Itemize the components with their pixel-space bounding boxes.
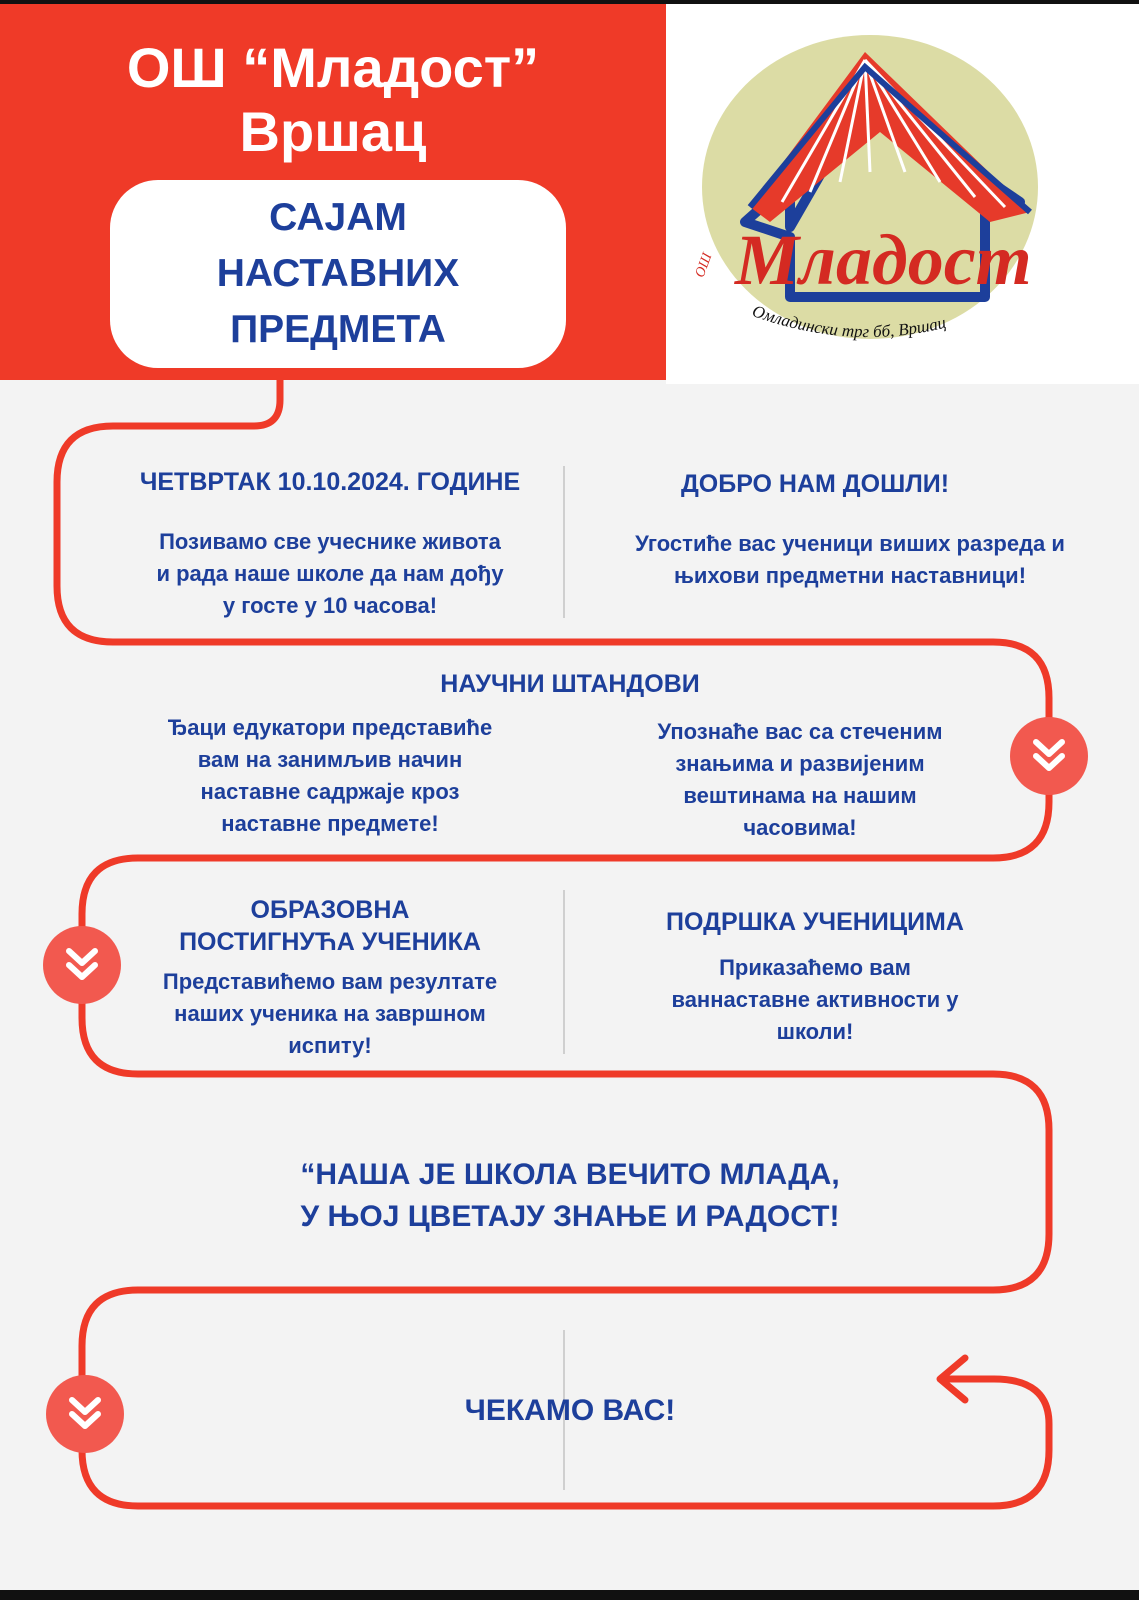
logo-prefix: ОШ — [692, 251, 716, 280]
achievements-text: Представићемо вам резултате наших ученика на завршном испиту! — [162, 969, 498, 1058]
double-chevron-down-icon — [1027, 734, 1071, 778]
quote: “НАША ЈЕ ШКОЛА ВЕЧИТО МЛАДА, У ЊОЈ ЦВЕТАЈУ ЗНАЊЕ И РАДОСТ! — [300, 1158, 840, 1233]
closing-text: ЧЕКАМО ВАС! — [464, 1394, 676, 1427]
achievements-heading: ОБРАЗОВНА ПОСТИГНУЋА УЧЕНИКА — [179, 896, 481, 956]
event-title: САЈАМ НАСТАВНИХ ПРЕДМЕТА — [216, 196, 460, 351]
badge-2 — [43, 926, 121, 1004]
divider-2 — [563, 890, 565, 1054]
double-chevron-down-icon — [60, 943, 104, 987]
welcome-heading: ДОБРО НАМ ДОШЛИ! — [680, 470, 950, 498]
science-right-text: Упознаће вас са стеченим знањима и развијеним вештинама на нашим часовима! — [657, 719, 943, 840]
date-text: Позивамо све учеснике живота и рада наше школе да нам дођу у госте у 10 часова! — [156, 529, 504, 618]
support-text: Приказаћемо вам ваннаставне активности у школи! — [671, 955, 959, 1044]
science-left-text: Ђаци едукатори представиће вам на занимљив начин наставне садржаје кроз наставне предмете! — [167, 715, 493, 836]
support-heading: ПОДРШКА УЧЕНИЦИМА — [666, 908, 964, 936]
school-name: ОШ “Младост” Вршац — [126, 36, 540, 163]
badge-1 — [1010, 717, 1088, 795]
double-chevron-down-icon — [63, 1392, 107, 1436]
science-heading: НАУЧНИ ШТАНДОВИ — [440, 670, 700, 698]
badge-3 — [46, 1375, 124, 1453]
divider-1 — [563, 466, 565, 618]
logo-script: Младост — [735, 220, 1032, 300]
bottom-strip — [0, 1590, 1139, 1600]
welcome-text: Угостиће вас ученици виших разреда и њихови предметни наставници! — [635, 531, 1065, 588]
logo-address: Омладински трг бб, Вршац — [749, 301, 948, 342]
date-heading: ЧЕТВРТАК 10.10.2024. ГОДИНЕ — [139, 468, 521, 496]
